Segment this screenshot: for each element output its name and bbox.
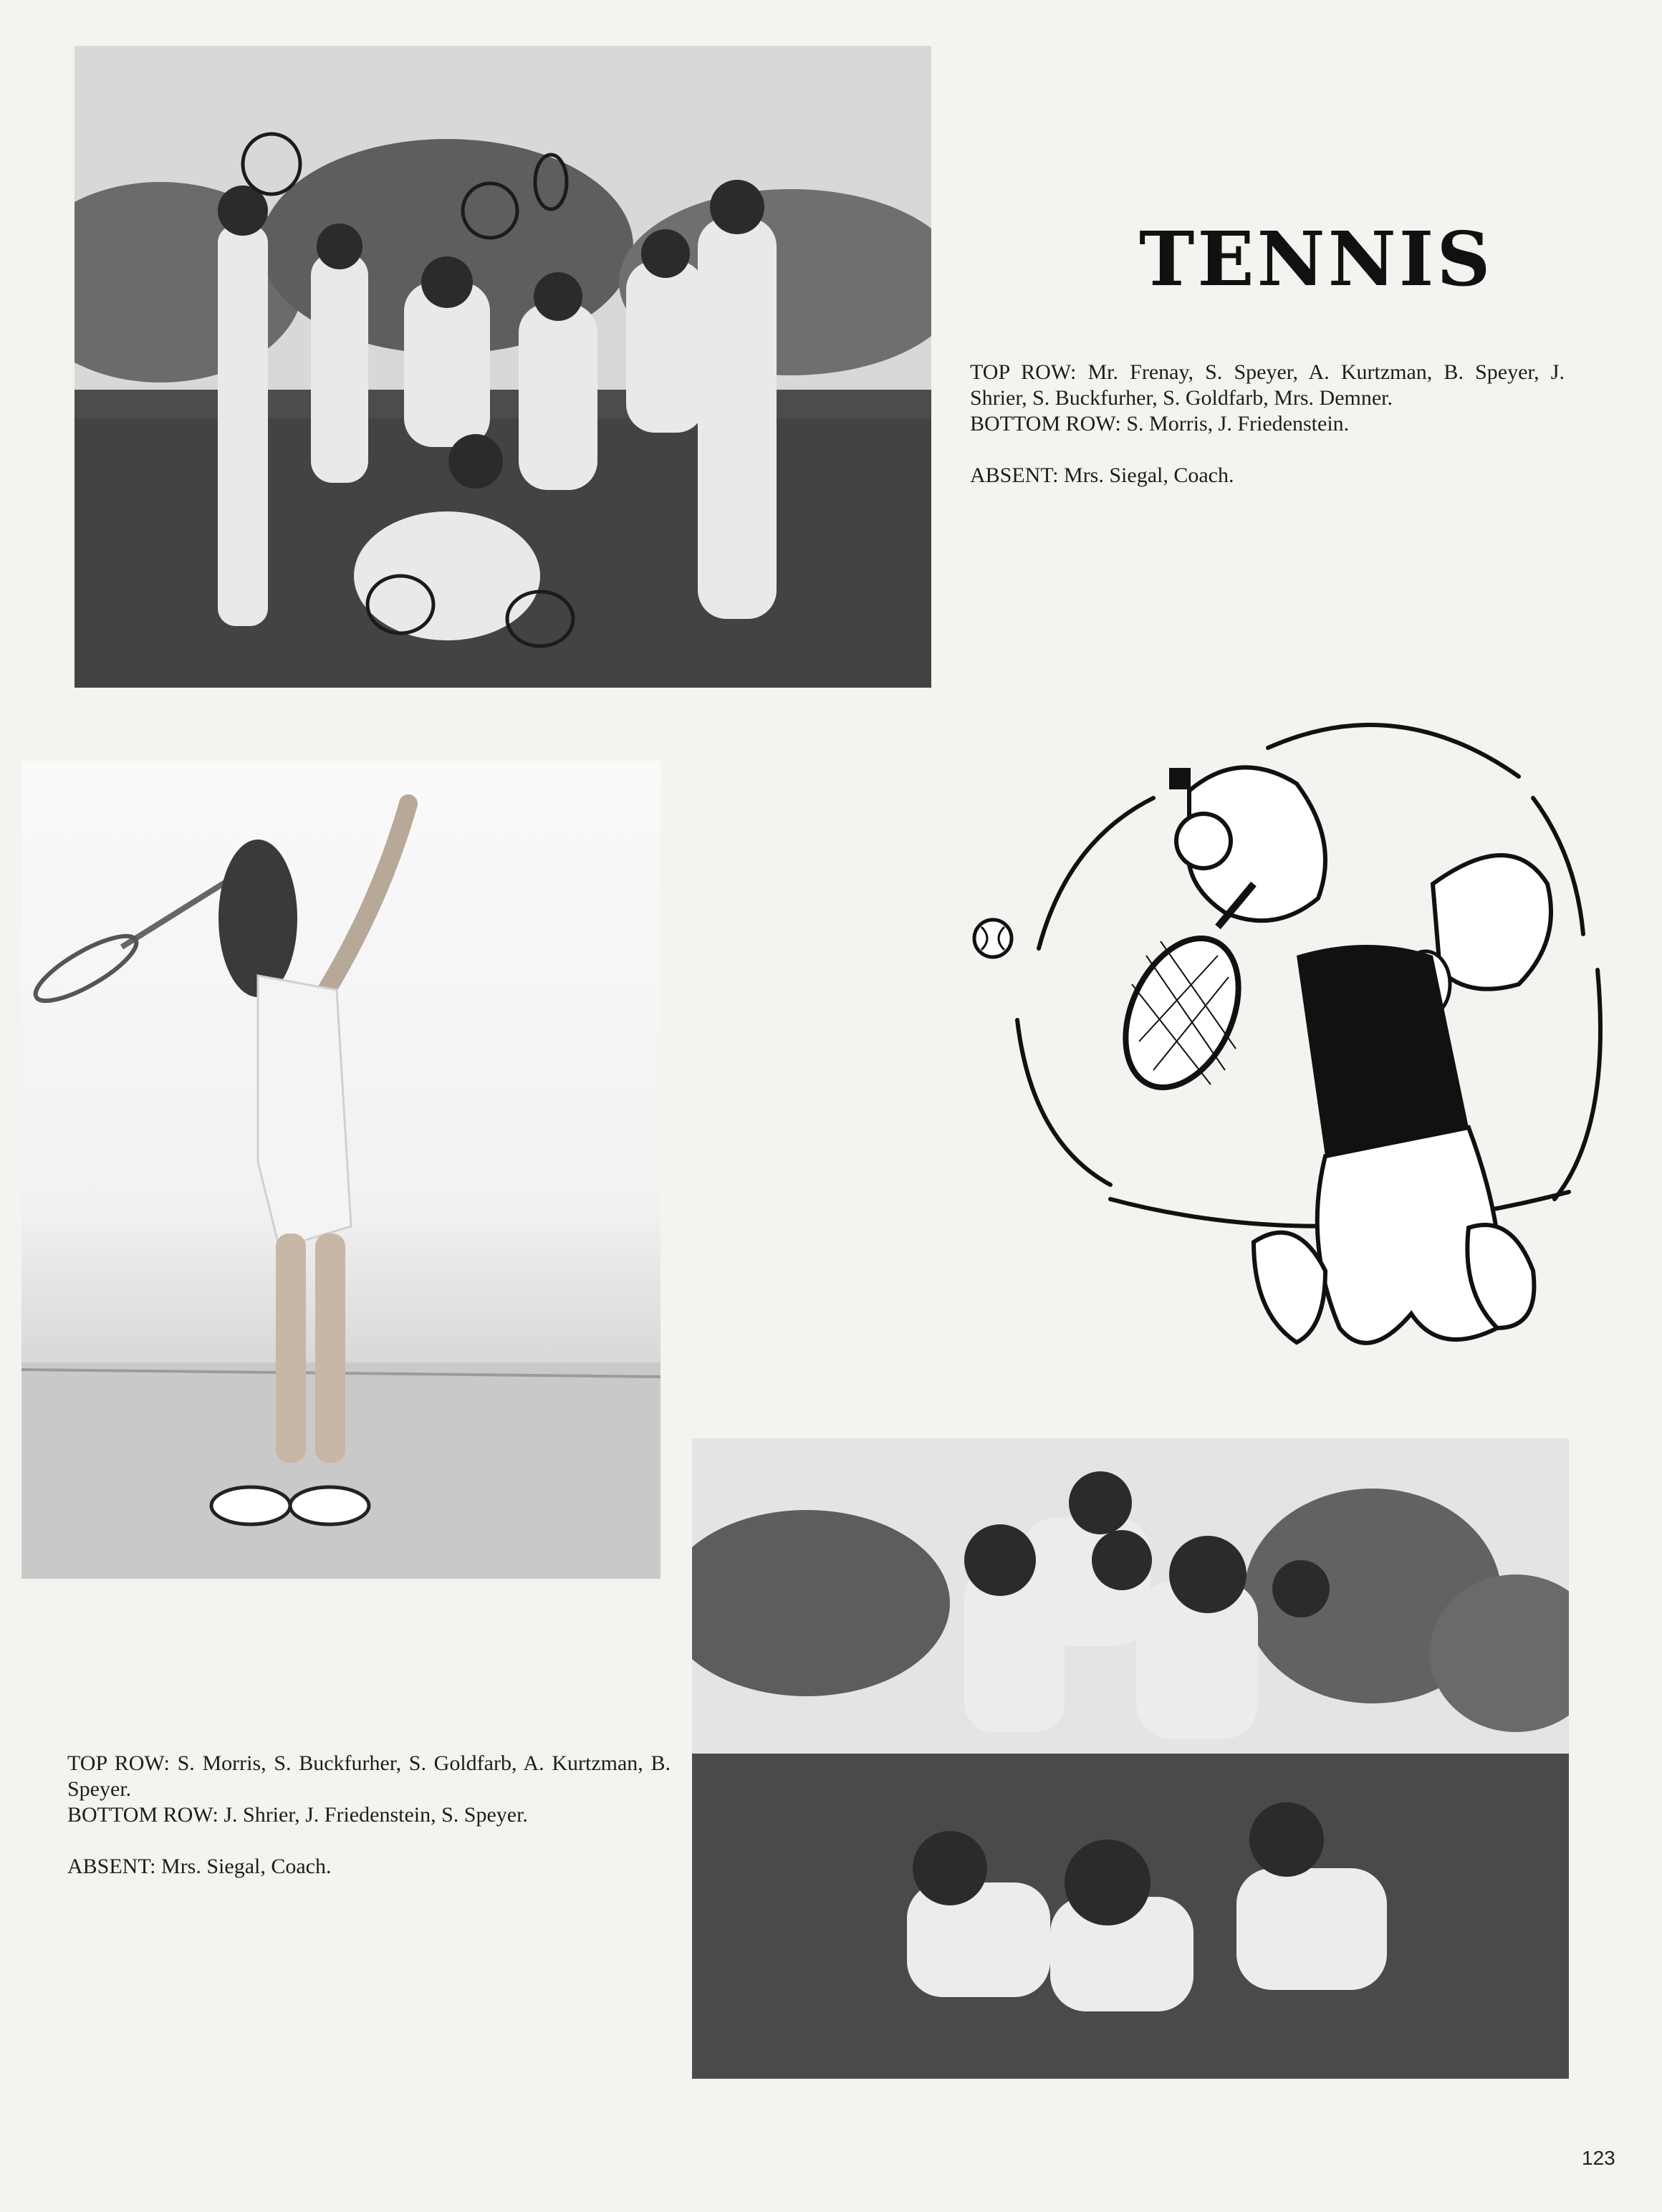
- team-pyramid-illustration: [692, 1438, 1569, 2079]
- caption-top: [970, 360, 1565, 489]
- caption-bottom: [67, 1751, 671, 1880]
- caption-bottom-bottom-row: BOTTOM ROW: J. Shrier, J. Friedenstein, S. Speyer.: [67, 1803, 528, 1827]
- team-photo-top-illustration: [75, 46, 931, 688]
- caption-top-top-row: TOP ROW: Mr. Frenay, S. Speyer, A. Kurtzman, B. Speyer, J. Shrier, S. Buckfurher, S. Goldfarb, Mrs. Demner.: [970, 360, 1565, 410]
- tennis-cartoon-illustration: [967, 698, 1626, 1400]
- page-number: 123: [1582, 2147, 1615, 2169]
- caption-top-bottom-row: BOTTOM ROW: S. Morris, J. Friedenstein.: [970, 412, 1350, 436]
- caption-bottom-absent: ABSENT: Mrs. Siegal, Coach.: [67, 1855, 332, 1878]
- caption-top-absent: ABSENT: Mrs. Siegal, Coach.: [970, 463, 1234, 487]
- page-title: TENNIS: [1139, 215, 1494, 303]
- team-photo-top: [75, 46, 931, 688]
- player-serve-illustration: [21, 761, 661, 1579]
- caption-bottom-top-row: TOP ROW: S. Morris, S. Buckfurher, S. Goldfarb, A. Kurtzman, B. Speyer.: [67, 1751, 671, 1801]
- player-serve-photo: [21, 761, 661, 1579]
- team-pyramid-photo: [692, 1438, 1569, 2079]
